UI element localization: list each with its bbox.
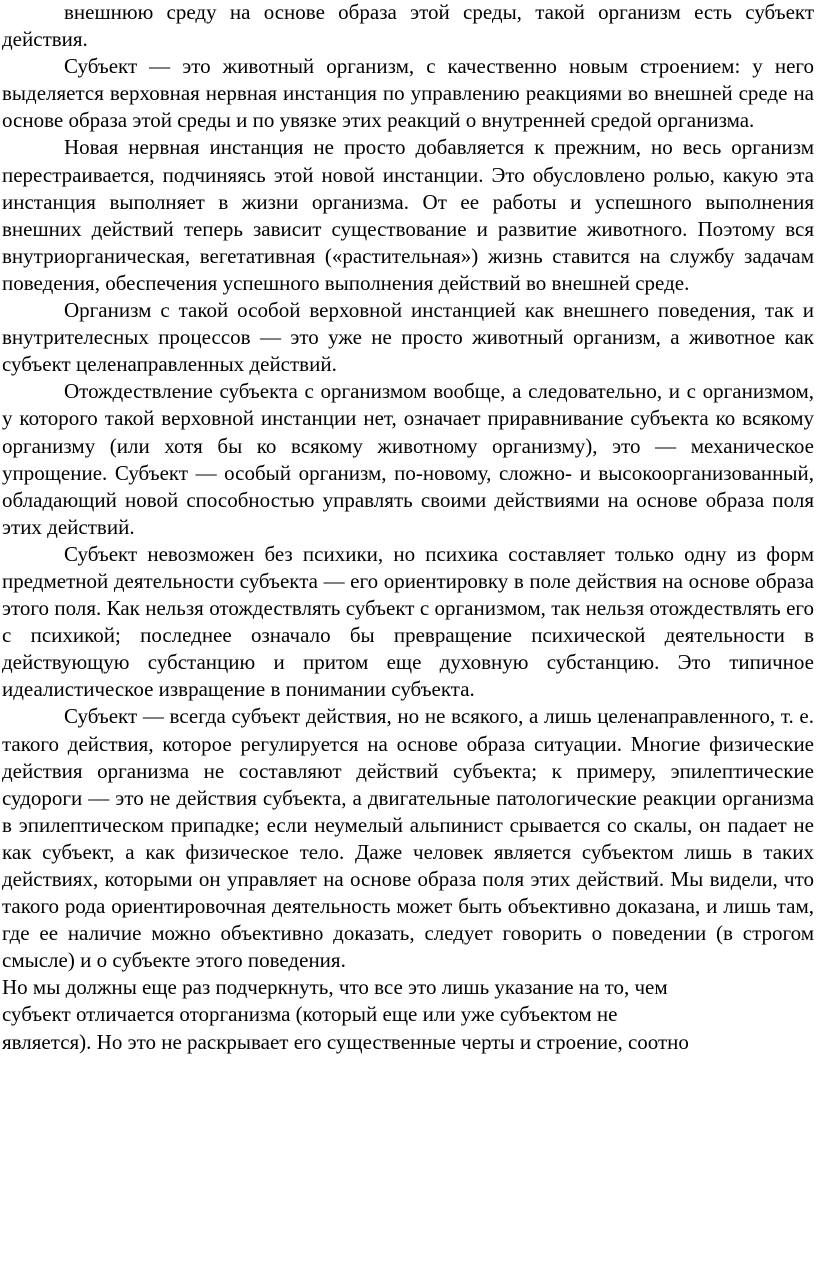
paragraph-6: Субъект невозможен без психики, но психика составляет только одну из форм предметной деятельности субъекта — его ориентировку в поле действия на основе образа этого поля. Как нельзя отождествлять субъект с организмом, так нельзя отождествлять его с психикой; последнее означало бы превращение психической деятельности в действующую субстанцию и притом еще духовную субстанцию. Это типичное идеалистическое извращение в понимании субъекта. bbox=[2, 541, 814, 702]
paragraph-5: Отождествление субъекта с организмом вообще, а следовательно, и с организмом, у которого такой верховной инстанции нет, означает приравнивание субъекта ко всякому организму (или хотя бы ко всякому животному организму), это — механическое упрощение. Субъект — особый организм, по-новому, сложно- и высокоорганизованный, обладающий новой способностью управлять своими действиями на основе образа поля этих действий. bbox=[2, 379, 814, 539]
paragraph-4: Организм с такой особой верховной инстанцией как внешнего поведения, так и внутрителесных процессов — это уже не просто животный организм, а животное как субъект целенаправленных действий. bbox=[2, 298, 814, 377]
closing-line-3: является). Но это не раскрывает его существенные черты и строение, соотно bbox=[2, 1029, 689, 1054]
paragraph-3: Новая нервная инстанция не просто добавляется к прежним, но весь организм перестраивается, подчиняясь этой новой инстанции. Это обусловлено ролью, какую эта инстанция выполняет в жизни организма. От ее работы и успешного выполнения внешних действий теперь зависит существование и развитие животного. Поэтому вся внутриорганическая, вегетативная («растительная») жизнь ставится на службу задачам поведения, обеспечения успешного выполнения действий во внешней среде. bbox=[2, 135, 814, 295]
paragraph-7: Субъект — всегда субъект действия, но не всякого, а лишь целенаправленного, т. е. такого действия, которое регулируется на основе образа ситуации. Многие физические действия организма не составляют действий субъекта; к примеру, эпилептические судороги — это не действия субъекта, а двигательные патологические реакции организма в эпилептическом припадке; если неумелый альпинист срывается со скалы, он падает не как субъект, а как физическое тело. Даже человек является субъектом лишь в таких действиях, которыми он управляет на основе образа поля этих действий. Мы видели, что такого рода ориентировочная деятельность может быть объективно доказана, и лишь там, где ее наличие можно объективно доказать, следует говорить о поведении (в строгом смысле) и о субъекте этого поведения. bbox=[2, 704, 814, 973]
closing-line-1: Но мы должны еще раз подчеркнуть, что все это лишь указание на то, чем bbox=[2, 975, 668, 1000]
closing-line-2: субъект отличается оторганизма (который еще или уже субъектом не bbox=[2, 1002, 618, 1027]
paragraph-1: внешнюю среду на основе образа этой среды, такой организм есть субъект действия. bbox=[2, 0, 814, 52]
paragraph-2: Субъект — это животный организм, с качественно новым строением: у него выделяется верховная нервная инстанция по управлению реакциями во внешней среде на основе образа этой среды и по увязке этих реакций о внутренней средой организма. bbox=[2, 54, 814, 133]
